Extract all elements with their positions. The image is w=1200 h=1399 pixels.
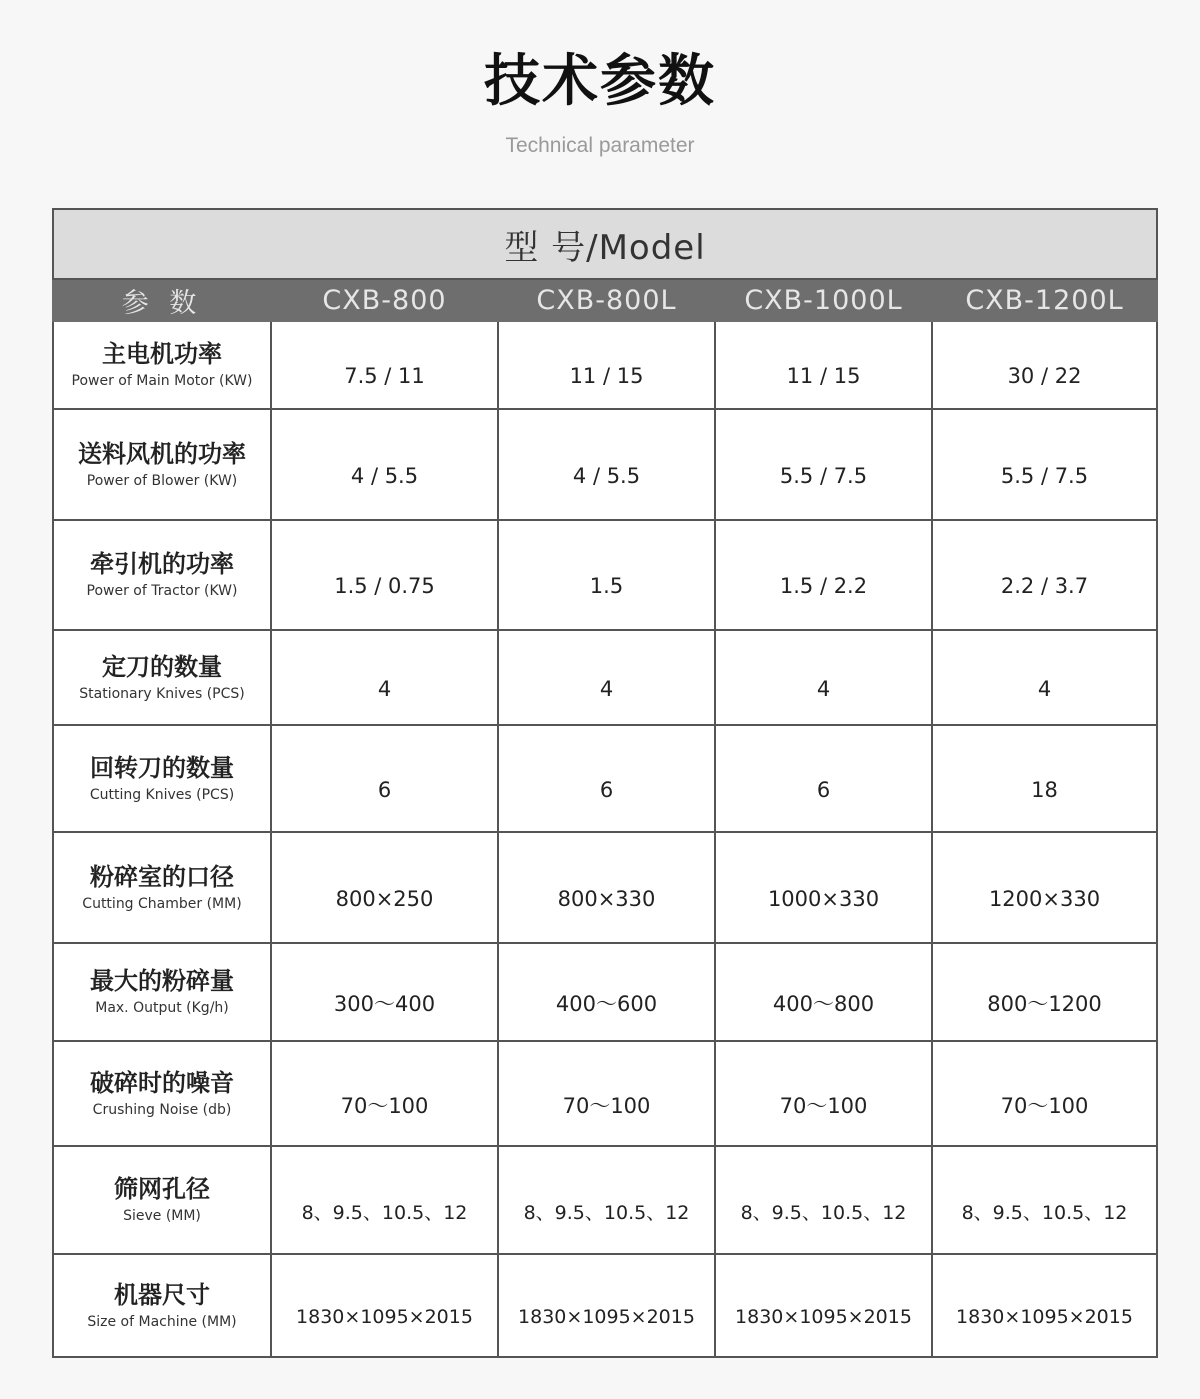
value-cell: 5.5 / 7.5 xyxy=(932,409,1157,520)
param-name-cn: 牵引机的功率 xyxy=(90,550,234,579)
column-header-row xyxy=(53,279,1157,321)
param-cell xyxy=(53,725,271,833)
param-name-cn: 送料风机的功率 xyxy=(78,439,246,468)
table-row xyxy=(53,1254,1157,1357)
value-cell: 1200×330 xyxy=(932,832,1157,943)
param-name-en: Cutting Knives (PCS) xyxy=(89,786,235,803)
value-cell: 18 xyxy=(932,725,1157,833)
model-header-cxb-800l: CXB-800L xyxy=(498,279,715,321)
value-cell: 5.5 / 7.5 xyxy=(715,409,932,520)
param-name-cn: 主电机功率 xyxy=(102,340,222,369)
page-title: 技术参数 xyxy=(484,49,716,114)
param-cell xyxy=(53,1041,271,1146)
param-name-cn: 粉碎室的口径 xyxy=(90,862,234,891)
value-cell: 800～1200 xyxy=(932,943,1157,1041)
value-cell: 11 / 15 xyxy=(715,321,932,409)
spec-body xyxy=(53,321,1157,1357)
value-cell: 800×250 xyxy=(271,832,498,943)
param-name-en: Size of Machine (MM) xyxy=(87,1313,237,1330)
param-name-en: Power of Main Motor (KW) xyxy=(71,373,253,390)
table-row xyxy=(53,409,1157,520)
table-row xyxy=(53,943,1157,1041)
param-name-cn: 筛网孔径 xyxy=(114,1175,210,1204)
value-cell: 1.5 xyxy=(498,520,715,631)
param-name-en: Cutting Chamber (MM) xyxy=(82,895,242,912)
param-cell xyxy=(53,832,271,943)
param-cell xyxy=(53,630,271,724)
param-name-en: Sieve (MM) xyxy=(123,1208,201,1225)
model-header-cxb-1200l: CXB-1200L xyxy=(932,279,1157,321)
spec-table xyxy=(52,208,1158,1358)
value-cell: 8、9.5、10.5、12 xyxy=(715,1146,932,1255)
value-cell: 70～100 xyxy=(932,1041,1157,1146)
value-cell: 300～400 xyxy=(271,943,498,1041)
param-cell xyxy=(53,943,271,1041)
value-cell: 6 xyxy=(271,725,498,833)
param-cell xyxy=(53,520,271,631)
value-cell: 8、9.5、10.5、12 xyxy=(932,1146,1157,1255)
value-cell: 8、9.5、10.5、12 xyxy=(498,1146,715,1255)
value-cell: 400～800 xyxy=(715,943,932,1041)
value-cell: 30 / 22 xyxy=(932,321,1157,409)
model-header-cxb-800: CXB-800 xyxy=(271,279,498,321)
page-subtitle: Technical parameter xyxy=(505,134,695,157)
param-name-cn: 定刀的数量 xyxy=(102,652,222,681)
value-cell: 6 xyxy=(498,725,715,833)
value-cell: 1830×1095×2015 xyxy=(932,1254,1157,1357)
value-cell: 70～100 xyxy=(271,1041,498,1146)
value-cell: 11 / 15 xyxy=(498,321,715,409)
value-cell: 70～100 xyxy=(498,1041,715,1146)
model-header-cxb-1000l: CXB-1000L xyxy=(715,279,932,321)
value-cell: 1000×330 xyxy=(715,832,932,943)
value-cell: 2.2 / 3.7 xyxy=(932,520,1157,631)
value-cell: 1830×1095×2015 xyxy=(498,1254,715,1357)
table-row xyxy=(53,321,1157,409)
table-row xyxy=(53,832,1157,943)
value-cell: 6 xyxy=(715,725,932,833)
param-header: 参 数 xyxy=(53,279,271,321)
value-cell: 7.5 / 11 xyxy=(271,321,498,409)
param-name-en: Stationary Knives (PCS) xyxy=(79,685,245,702)
table-row xyxy=(53,630,1157,724)
param-cell xyxy=(53,409,271,520)
param-name-cn: 最大的粉碎量 xyxy=(90,967,234,996)
value-cell: 8、9.5、10.5、12 xyxy=(271,1146,498,1255)
model-header: 型 号/Model xyxy=(53,209,1157,279)
table-row xyxy=(53,520,1157,631)
value-cell: 4 / 5.5 xyxy=(271,409,498,520)
param-name-cn: 机器尺寸 xyxy=(114,1280,210,1309)
value-cell: 4 xyxy=(498,630,715,724)
param-name-cn: 回转刀的数量 xyxy=(90,753,234,782)
value-cell: 4 xyxy=(932,630,1157,724)
param-cell xyxy=(53,321,271,409)
value-cell: 1830×1095×2015 xyxy=(715,1254,932,1357)
model-header-row xyxy=(53,209,1157,279)
value-cell: 400～600 xyxy=(498,943,715,1041)
table-row xyxy=(53,725,1157,833)
param-name-en: Power of Tractor (KW) xyxy=(86,583,238,600)
value-cell: 4 / 5.5 xyxy=(498,409,715,520)
value-cell: 70～100 xyxy=(715,1041,932,1146)
value-cell: 4 xyxy=(271,630,498,724)
value-cell: 1.5 / 2.2 xyxy=(715,520,932,631)
param-name-en: Power of Blower (KW) xyxy=(86,472,238,489)
value-cell: 1.5 / 0.75 xyxy=(271,520,498,631)
param-name-en: Crushing Noise (db) xyxy=(92,1101,232,1118)
table-row xyxy=(53,1041,1157,1146)
value-cell: 4 xyxy=(715,630,932,724)
value-cell: 800×330 xyxy=(498,832,715,943)
param-name-cn: 破碎时的噪音 xyxy=(90,1068,234,1097)
value-cell: 1830×1095×2015 xyxy=(271,1254,498,1357)
param-cell xyxy=(53,1146,271,1255)
table-row xyxy=(53,1146,1157,1255)
param-cell xyxy=(53,1254,271,1357)
param-name-en: Max. Output (Kg/h) xyxy=(95,1000,229,1017)
